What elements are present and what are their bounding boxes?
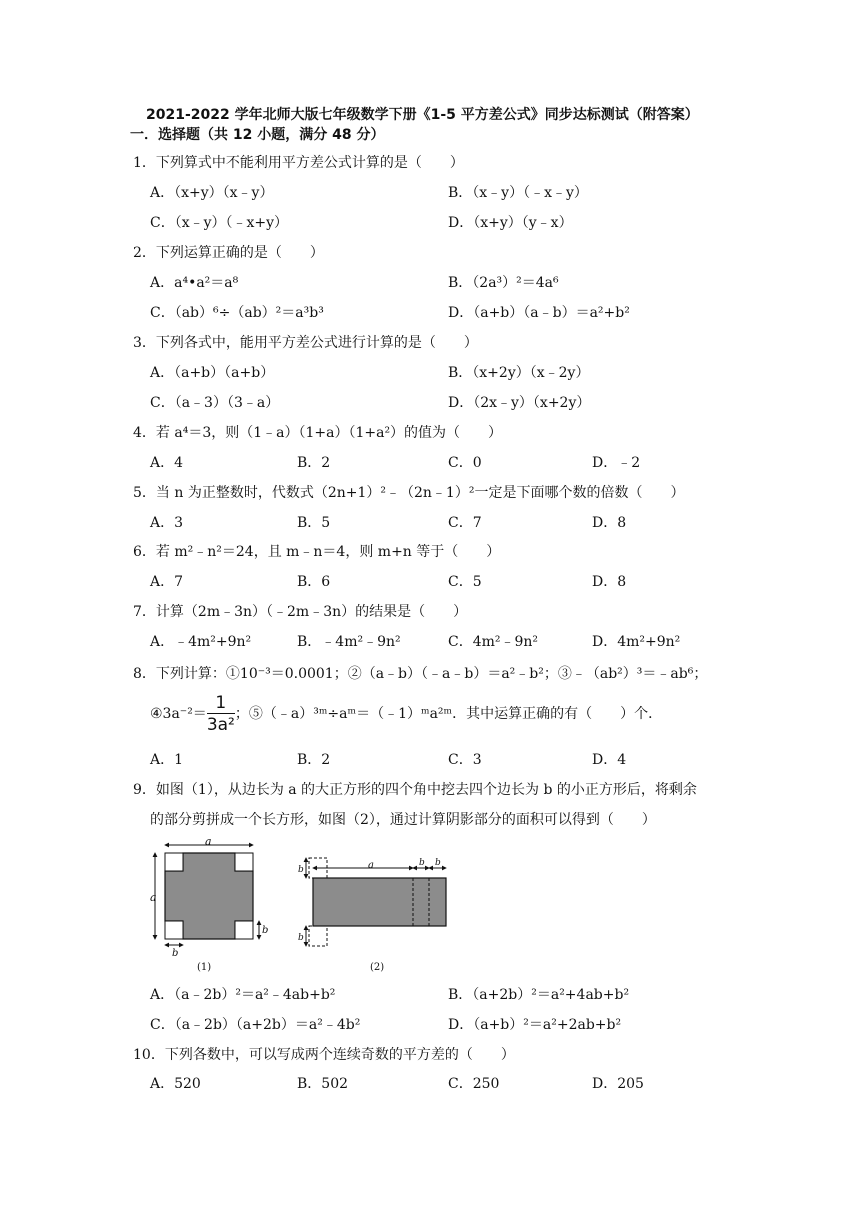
q1-option-b: B．（x﹣y）（﹣x﹣y） <box>448 185 588 201</box>
q1-option-a: A．（x+y）（x﹣y） <box>150 185 274 201</box>
q10-option-c: C．250 <box>448 1076 500 1092</box>
q2-option-a: A．a⁴•a²＝a⁸ <box>150 275 239 291</box>
fig1-corner-tr <box>235 853 253 871</box>
q8-option-d: D．4 <box>592 752 627 768</box>
q6-option-a: A．7 <box>150 574 184 590</box>
q7-option-c: C．4m²﹣9n² <box>448 634 539 650</box>
q5-option-d: D．8 <box>592 515 627 531</box>
q9-option-c: C．（a﹣2b）（a+2b）＝a²﹣4b² <box>150 1017 361 1033</box>
fraction-denominator: 3a² <box>206 714 235 735</box>
q2-option-b: B．（2a³）²＝4a⁶ <box>448 275 559 291</box>
question-9-stem-line2: 的部分剪拼成一个长方形，如图（2），通过计算阴影部分的面积可以得到（ ） <box>150 812 656 828</box>
fig1-label-a-top: a <box>205 835 212 848</box>
document-title: 2021-2022 学年北师大版七年级数学下册《1-5 平方差公式》同步达标测试（附答案） <box>146 107 699 123</box>
question-6-stem: 6．若 m²﹣n²＝24，且 m﹣n＝4，则 m+n 等于（ ） <box>133 544 501 560</box>
q1-option-c: C．（x﹣y）（﹣x+y） <box>150 215 289 231</box>
question-3-stem: 3．下列各式中，能用平方差公式进行计算的是（ ） <box>133 335 478 351</box>
q9-option-a: A．（a﹣2b）²＝a²﹣4ab+b² <box>150 987 336 1003</box>
fig2-label-a: a <box>368 860 374 871</box>
q8-option-a: A．1 <box>150 752 184 768</box>
question-7-stem: 7．计算（2m﹣3n）（﹣2m﹣3n）的结果是（ ） <box>133 604 468 620</box>
fig1-label-b-right: b <box>262 925 269 936</box>
q9-option-b: B．（a+2b）²＝a²+4ab+b² <box>448 987 630 1003</box>
q3-option-a: A．（a+b）（a+b） <box>150 365 275 381</box>
q8-item5-text: ；⑤（﹣a）³ᵐ÷aᵐ＝（﹣1）ᵐa²ᵐ．其中运算正确的有（ ）个． <box>234 706 663 722</box>
question-8-stem-line2 <box>150 692 662 736</box>
q8-item4-prefix: ④3a⁻²＝ <box>150 706 207 722</box>
question-5-stem: 5．当 n 为正整数时，代数式（2n+1）²﹣（2n﹣1）²一定是下面哪个数的倍数（ ） <box>133 485 685 501</box>
q4-option-b: B．2 <box>297 455 331 471</box>
figure-2-rectangle-diagram <box>295 850 455 975</box>
q7-option-d: D．4m²+9n² <box>592 634 681 650</box>
q7-option-b: B．﹣4m²﹣9n² <box>297 634 401 650</box>
fig1-corner-tl <box>165 853 183 871</box>
question-4-stem: 4．若 a⁴＝3，则（1﹣a）（1+a）（1+a²）的值为（ ） <box>133 425 503 441</box>
q1-option-d: D．（x+y）（y﹣x） <box>448 215 573 231</box>
fig2-caption: (2) <box>370 962 385 973</box>
q4-option-d: D．﹣2 <box>592 455 641 471</box>
fig2-label-b-top: b <box>298 865 304 875</box>
question-1-stem: 1．下列算式中不能利用平方差公式计算的是（ ） <box>133 155 464 171</box>
q8-option-c: C．3 <box>448 752 482 768</box>
q5-option-c: C．7 <box>448 515 482 531</box>
fig1-corner-br <box>235 921 253 939</box>
q3-option-b: B．（x+2y）（x﹣2y） <box>448 365 590 381</box>
q2-option-c: C．（ab）⁶÷（ab）²＝a³b³ <box>150 305 324 321</box>
q6-option-b: B．6 <box>297 574 331 590</box>
question-9-stem: 9．如图（1），从边长为 a 的大正方形的四个角中挖去四个边长为 b 的小正方形后，将剩余 <box>133 782 697 798</box>
fig2-label-b1: b <box>419 858 425 868</box>
q4-option-a: A．4 <box>150 455 184 471</box>
fig1-corner-bl <box>165 921 183 939</box>
q8-option-b: B．2 <box>297 752 331 768</box>
fig2-label-b2: b <box>435 858 441 868</box>
fig1-caption: (1) <box>197 962 212 973</box>
question-8-stem: 8．下列计算：①10⁻³＝0.0001；②（a﹣b）（﹣a﹣b）＝a²﹣b²；③﹣（ab²）³＝﹣ab⁶； <box>133 666 708 682</box>
fraction-numerator: 1 <box>207 693 235 714</box>
q3-option-d: D．（2x﹣y）（x+2y） <box>448 395 591 411</box>
q6-option-d: D．8 <box>592 574 627 590</box>
q10-option-b: B．502 <box>297 1076 349 1092</box>
section-heading: 一．选择题（共 12 小题，满分 48 分） <box>130 127 385 143</box>
q5-option-a: A．3 <box>150 515 184 531</box>
q10-option-d: D．205 <box>592 1076 644 1092</box>
q2-option-d: D．（a+b）（a﹣b）＝a²+b² <box>448 305 630 321</box>
q10-option-a: A．520 <box>150 1076 201 1092</box>
fig2-label-b-bottom: b <box>298 933 304 943</box>
fig1-label-b-bottom: b <box>172 948 179 959</box>
q8-fraction <box>207 693 235 736</box>
q4-option-c: C．0 <box>448 455 482 471</box>
question-2-stem: 2．下列运算正确的是（ ） <box>133 245 324 261</box>
q9-option-d: D．（a+b）²＝a²+2ab+b² <box>448 1017 622 1033</box>
figure-1-square-diagram <box>145 835 275 975</box>
q7-option-a: A．﹣4m²+9n² <box>150 634 252 650</box>
question-10-stem: 10．下列各数中，可以写成两个连续奇数的平方差的（ ） <box>133 1047 515 1063</box>
fig1-label-a-left: a <box>150 891 157 904</box>
q6-option-c: C．5 <box>448 574 482 590</box>
q3-option-c: C．（a﹣3）（3﹣a） <box>150 395 280 411</box>
q5-option-b: B．5 <box>297 515 331 531</box>
fig2-shaded-rectangle <box>313 878 446 926</box>
